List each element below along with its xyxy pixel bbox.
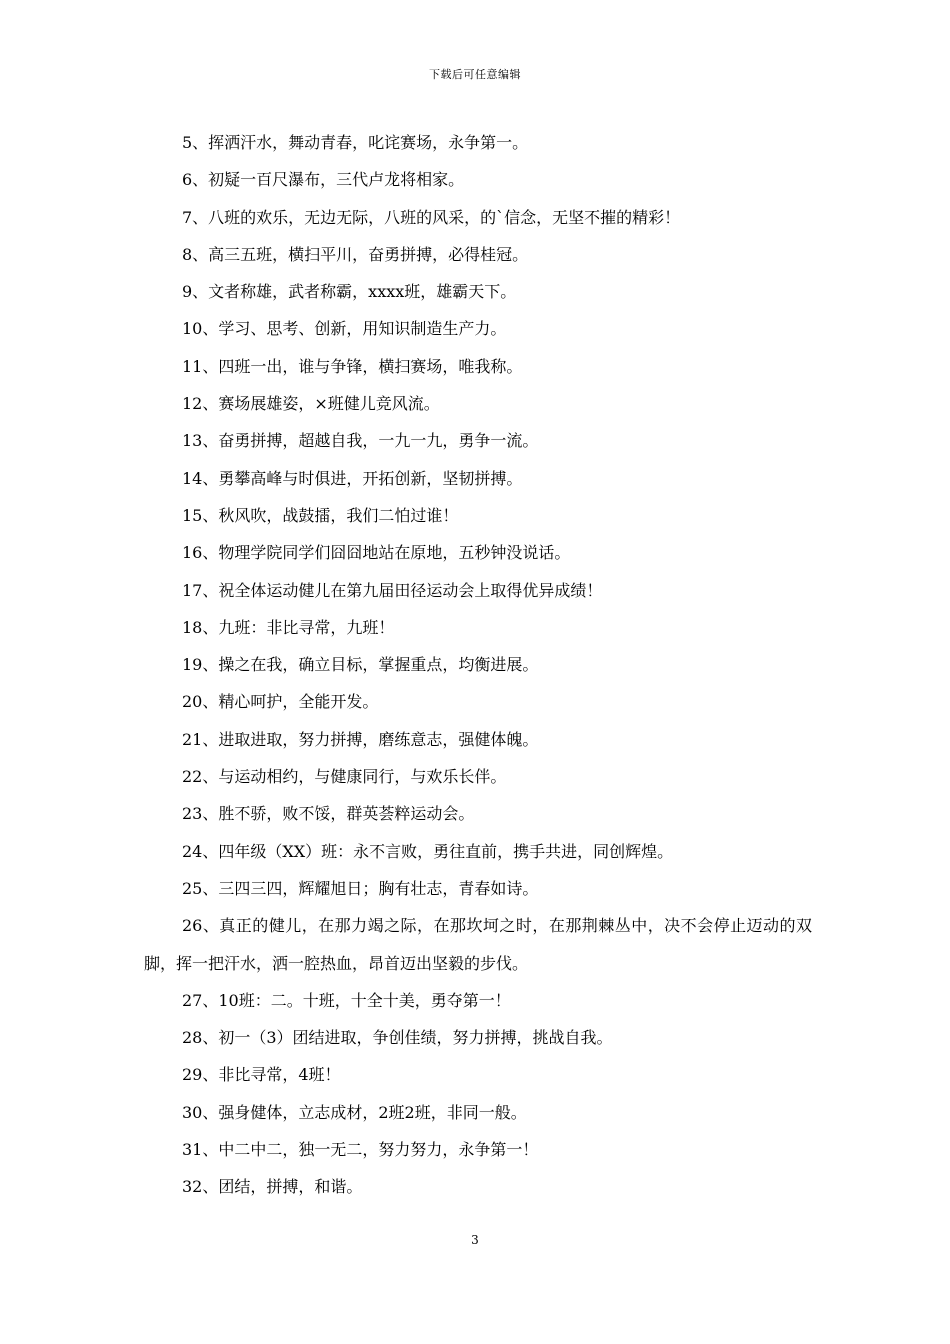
page-number: 3 — [471, 1233, 479, 1247]
list-item: 22、与运动相约，与健康同行，与欢乐长伴。 — [182, 767, 507, 787]
list-item: 15、秋风吹，战鼓擂，我们二怕过谁！ — [182, 505, 459, 525]
list-item: 19、操之在我，确立目标，掌握重点，均衡进展。 — [182, 655, 539, 675]
list-item: 14、勇攀高峰与时俱进，开拓创新，坚韧拼搏。 — [182, 468, 523, 488]
list-item: 10、学习、思考、创新，用知识制造生产力。 — [182, 319, 507, 339]
list-item: 8、高三五班，横扫平川，奋勇拼搏，必得桂冠。 — [182, 244, 529, 264]
list-item: 13、奋勇拼搏，超越自我，一九一九，勇争一流。 — [182, 431, 539, 451]
list-item: 23、胜不骄，败不馁，群英荟粹运动会。 — [182, 804, 475, 824]
list-item: 9、文者称雄，武者称霸，xxxx班，雄霸天下。 — [182, 282, 517, 302]
list-item: 30、强身健体，立志成材，2班2班，非同一般。 — [182, 1102, 527, 1122]
list-item: 17、祝全体运动健儿在第九届田径运动会上取得优异成绩！ — [182, 580, 603, 600]
list-item: 12、赛场展雄姿，×班健儿竞风流。 — [182, 394, 440, 414]
list-item: 24、四年级（XX）班：永不言败，勇往直前，携手共进，同创辉煌。 — [182, 841, 674, 861]
list-item: 29、非比寻常，4班！ — [182, 1065, 341, 1085]
document-body — [144, 124, 812, 1206]
list-item: 28、初一（3）团结进取，争创佳绩，努力拼搏，挑战自我。 — [182, 1028, 613, 1048]
list-item: 18、九班：非比寻常，九班！ — [182, 617, 395, 637]
list-item: 11、四班一出，谁与争锋，横扫赛场，唯我称。 — [182, 356, 523, 376]
list-item: 6、初疑一百尺瀑布，三代卢龙将相家。 — [182, 170, 465, 190]
list-item: 25、三四三四，辉耀旭日；胸有壮志，青春如诗。 — [182, 878, 539, 898]
list-item-multiline: 26、真正的健儿，在那力竭之际，在那坎坷之时，在那荆棘丛中，决不会停止迈动的双脚，挥一把汗水，洒一腔热血，昂首迈出坚毅的步伐。 — [144, 916, 812, 973]
page-header: 下载后可任意编辑 — [429, 68, 521, 81]
list-item: 16、物理学院同学们囧囧地站在原地，五秒钟没说话。 — [182, 543, 571, 563]
list-item: 31、中二中二，独一无二，努力努力，永争第一！ — [182, 1140, 539, 1160]
list-item: 5、挥洒汗水，舞动青春，叱诧赛场，永争第一。 — [182, 133, 529, 152]
list-item: 21、进取进取，努力拼搏，磨练意志，强健体魄。 — [182, 729, 539, 749]
list-item: 32、团结，拼搏，和谐。 — [182, 1177, 363, 1197]
list-item: 7、八班的欢乐，无边无际，八班的风采，的`信念，无坚不摧的精彩！ — [182, 207, 681, 227]
list-item: 20、精心呵护，全能开发。 — [182, 692, 379, 712]
list-item: 27、10班：二。十班，十全十美，勇夺第一！ — [182, 990, 511, 1010]
